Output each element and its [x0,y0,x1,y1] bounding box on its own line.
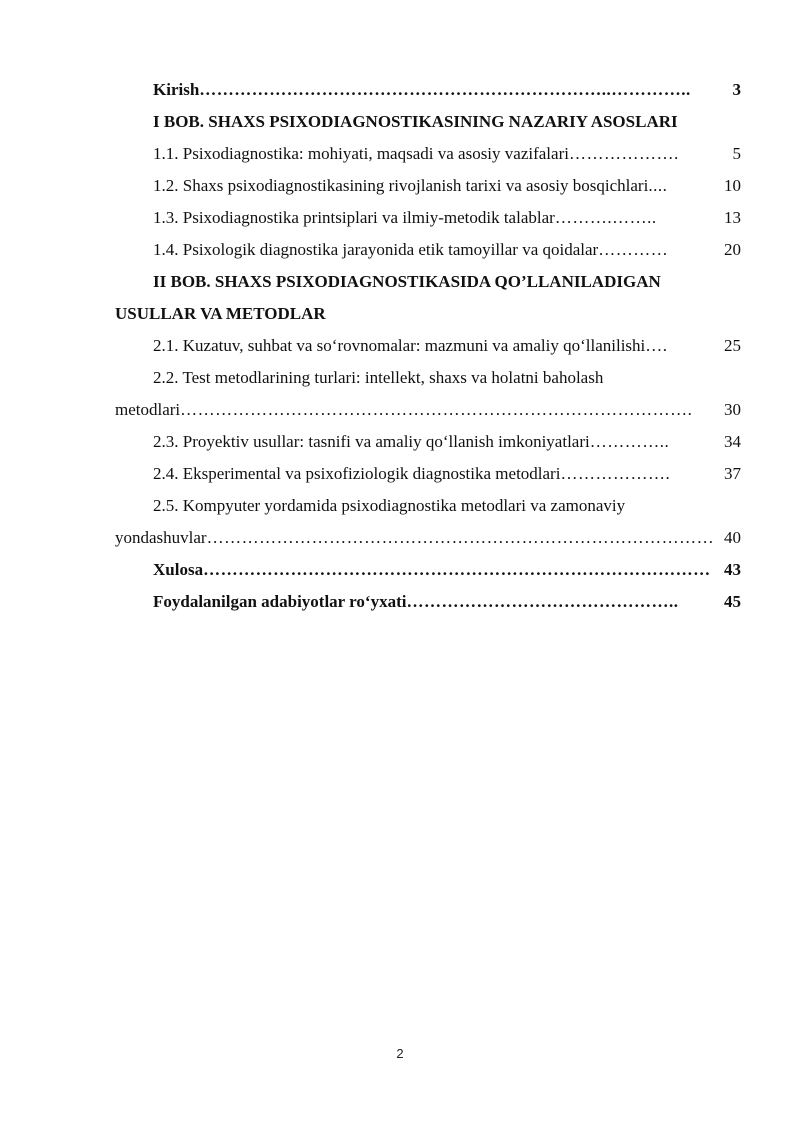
toc-entry-title: 2.3. Proyektiv usullar: tasnifi va amaliy qo‘llanish imkoniyatlari [153,432,590,451]
toc-page-number: 20 [724,240,741,259]
toc-chapter-heading-2-line1: II BOB. SHAXS PSIXODIAGNOSTIKASIDA QO’LLANILADIGAN [153,272,661,291]
toc-page-number: 13 [724,208,741,227]
toc-entry-2-3 [115,426,741,458]
toc-page-number: 37 [724,464,741,483]
toc-entry-title: Foydalanilgan adabiyotlar ro‘yxati [153,592,407,611]
toc-entry-2-4 [115,458,741,490]
toc-entry-2-2 [115,394,741,426]
toc-chapter-heading-1: I BOB. SHAXS PSIXODIAGNOSTIKASINING NAZARIY ASOSLARI [153,112,678,131]
toc-entry-kirish [115,74,741,106]
toc-entry-xulosa [115,554,741,586]
toc-page-number: 34 [724,432,741,451]
toc-leader-dots: ………… [598,240,669,259]
toc-leader-dots: …. [645,336,668,355]
toc-entry-adabiyotlar [115,586,741,618]
toc-leader-dots: ………….. [589,432,670,451]
toc-page-number: 30 [724,400,741,419]
toc-entry-2-2-line1: 2.2. Test metodlarining turlari: intellekt, shaxs va holatni baholash [153,368,604,387]
toc-entry-1-3 [115,202,741,234]
toc-entry-title: yondashuvlar [115,528,207,547]
toc-chapter-heading-2-line2: USULLAR VA METODLAR [115,304,326,323]
toc-leader-dots: ……………………………………………………………………………. [180,400,693,419]
toc-entry-title: Kirish [153,80,200,99]
toc-leader-dots: ………………. [568,144,679,163]
toc-entry-title: Xulosa [153,560,204,579]
table-of-contents [115,74,741,618]
toc-page-number: 43 [724,560,741,579]
toc-leader-dots: ……….…….. [554,208,657,227]
toc-entry-title: 1.4. Psixologik diagnostika jarayonida etik tamoyillar va qoidalar [153,240,599,259]
toc-leader-dots: ………………. [560,464,671,483]
toc-leader-dots: …………………………………………………………………………… [203,560,711,579]
toc-entry-title: metodlari [115,400,181,419]
toc-leader-dots: …………………………………………………………………………… [206,528,715,547]
toc-page-number: 3 [732,80,741,99]
toc-entry-2-1 [115,330,741,362]
toc-page-number: 10 [724,176,741,195]
toc-page-number: 40 [724,528,741,547]
toc-leader-dots: .... [648,176,668,195]
toc-entry-1-1 [115,138,741,170]
toc-entry-title: 1.2. Shaxs psixodiagnostikasining rivojlanish tarixi va asosiy bosqichlari [153,176,649,195]
toc-entry-2-5 [115,522,741,554]
toc-entry-title: 2.1. Kuzatuv, suhbat va so‘rovnomalar: mazmuni va amaliy qo‘llanilishi [153,336,646,355]
toc-entry-1-2 [115,170,741,202]
toc-leader-dots: ……………………………………….. [406,592,679,611]
toc-entry-2-5-line1: 2.5. Kompyuter yordamida psixodiagnostika metodlari va zamonaviy [153,496,626,515]
toc-entry-1-4 [115,234,741,266]
toc-page-number: 5 [732,144,741,163]
toc-entry-title: 1.3. Psixodiagnostika printsiplari va ilmiy-metodik talablar [153,208,555,227]
toc-leader-dots: ……………………………………………………………..………….. [199,80,691,99]
toc-page-number: 45 [724,592,741,611]
toc-page-number: 25 [724,336,741,355]
toc-entry-title: 2.4. Eksperimental va psixofiziologik diagnostika metodlari [153,464,561,483]
footer-page-number: 2 [396,1046,404,1061]
toc-entry-title: 1.1. Psixodiagnostika: mohiyati, maqsadi va asosiy vazifalari [153,144,569,163]
